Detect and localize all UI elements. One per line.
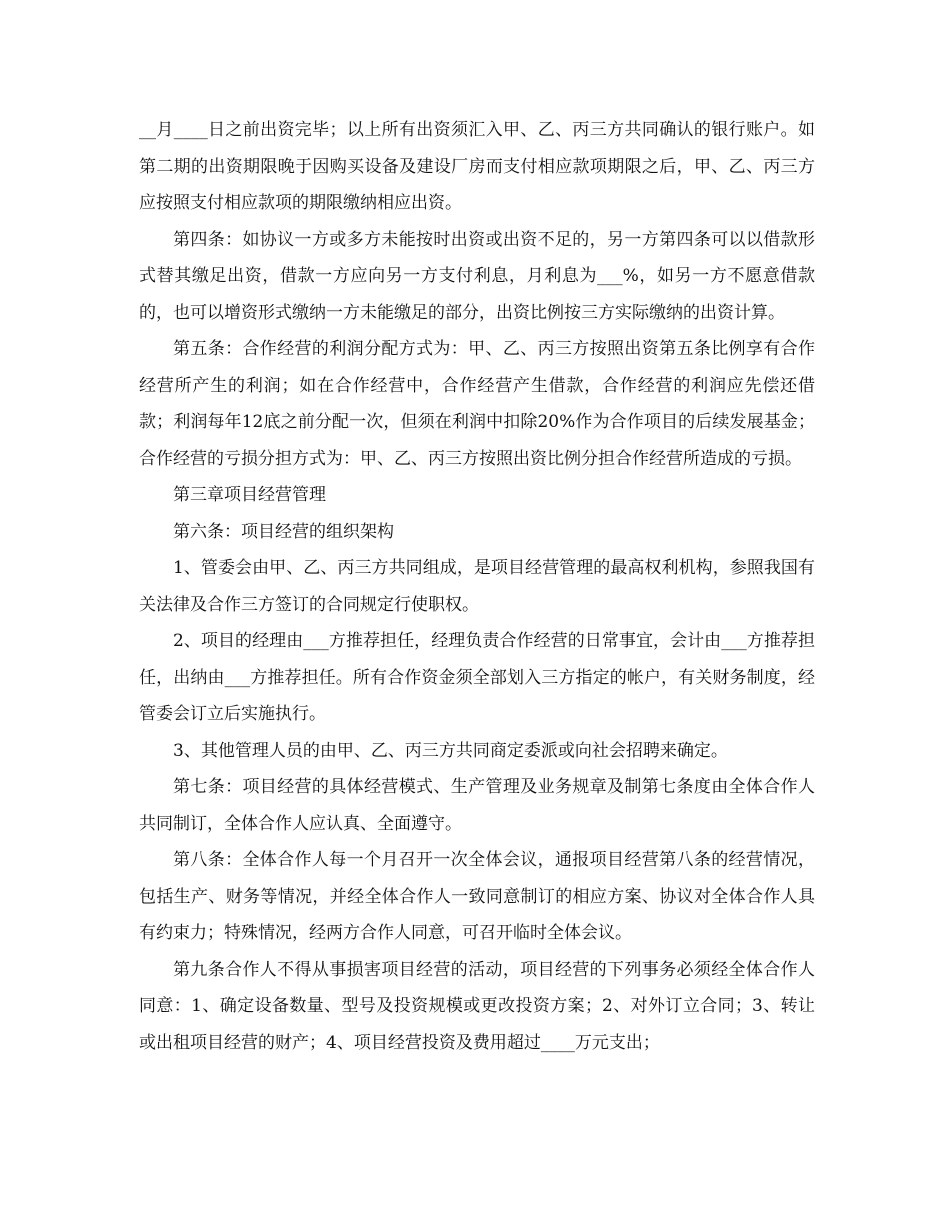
paragraph-article-9: 第九条合作人不得从事损害项目经营的活动，项目经营的下列事务必须经全体合作人同意：1、确定设备数量、型号及投资规模或更改投资方案；2、对外订立合同；3、转让或出租项目经营的财产；4、项目经营投资及费用超过____万元支出； [139, 959, 815, 1053]
paragraph-article-6: 第六条：项目经营的组织架构 [173, 521, 394, 542]
paragraph-article-6-item-3: 3、其他管理人员的由甲、乙、丙三方共同商定委派或向社会招聘来确定。 [173, 740, 728, 761]
paragraph-article-6-item-1: 1、管委会由甲、乙、丙三方共同组成，是项目经营管理的最高权利机构，参照我国有关法律及合作三方签订的合同规定行使职权。 [139, 558, 815, 615]
paragraph-article-8: 第八条：全体合作人每一个月召开一次全体会议，通报项目经营第八条的经营情况，包括生产、财务等情况，并经全体合作人一致同意制订的相应方案、协议对全体合作人具有约束力；特殊情况，经两方合作人同意，可召开临时全体会议。 [139, 850, 815, 943]
paragraph-article-6-item-2: 2、项目的经理由___方推荐担任，经理负责合作经营的日常事宜，会计由___方推荐担任，出纳由___方推荐担任。所有合作资金须全部划入三方指定的帐户，有关财务制度，经管委会订立后实施执行。 [139, 631, 815, 724]
chapter-3-heading: 第三章项目经营管理 [173, 485, 326, 505]
paragraph-capital-completion: __月____日之前出资完毕；以上所有出资须汇入甲、乙、丙三方共同确认的银行账户。如第二期的出资期限晚于因购买设备及建设厂房而支付相应款项期限之后，甲、乙、丙三方应按照支付相应款项的期限缴纳相应出资。 [139, 120, 815, 213]
paragraph-article-4: 第四条：如协议一方或多方未能按时出资或出资不足的，另一方第四条可以以借款形式替其缴足出资，借款一方应向另一方支付利息，月利息为___%，如另一方不愿意借款的，也可以增资形式缴纳一方未能缴足的部分，出资比例按三方实际缴纳的出资计算。 [139, 229, 815, 323]
document-body [139, 112, 815, 1061]
paragraph-article-7: 第七条：项目经营的具体经营模式、生产管理及业务规章及制第七条度由全体合作人共同制订，全体合作人应认真、全面遵守。 [139, 777, 815, 834]
paragraph-article-5: 第五条：合作经营的利润分配方式为：甲、乙、丙三方按照出资第五条比例享有合作经营所产生的利润；如在合作经营中，合作经营产生借款，合作经营的利润应先偿还借款；利润每年12底之前分配一次，但须在利润中扣除20%作为合作项目的后续发展基金；合作经营的亏损分担方式为：甲、乙、丙三方按照出资比例分担合作经营所造成的亏损。 [139, 339, 815, 469]
